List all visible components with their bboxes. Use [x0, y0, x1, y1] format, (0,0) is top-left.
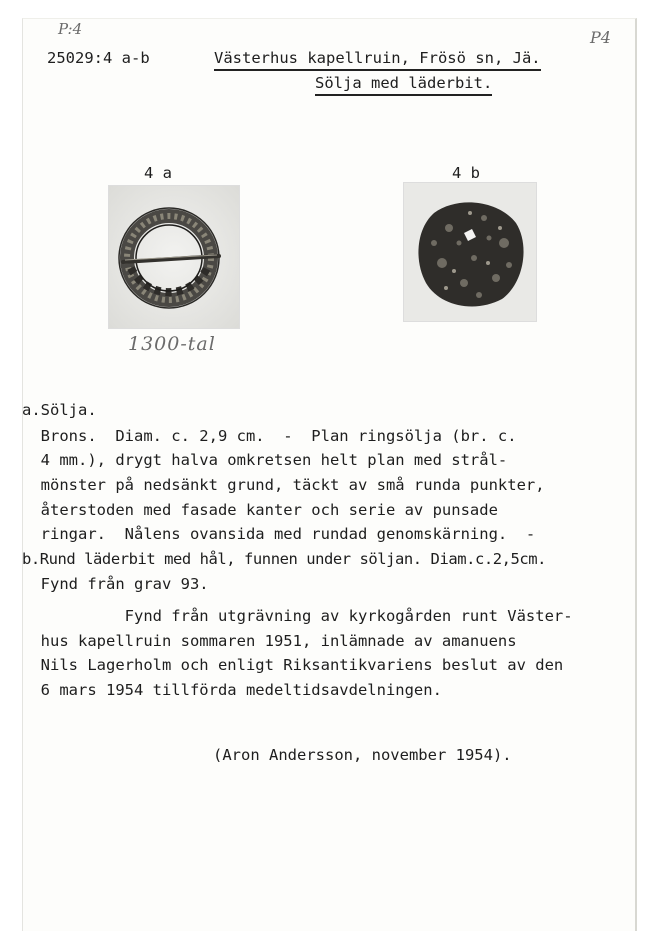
body-line: Brons. Diam. c. 2,9 cm. - Plan ringsölja (br. c.: [22, 427, 517, 445]
body-line: Nils Lagerholm och enligt Riksantikvariens beslut av den: [22, 656, 564, 674]
body-line: ringar. Nålens ovansida med rundad genomskärning. -: [22, 525, 536, 543]
body-line: återstoden med fasade kanter och serie av punsade: [22, 501, 498, 519]
date-note: 1300-tal: [128, 333, 216, 355]
leather-piece-photo: [404, 183, 536, 321]
corner-mark: P4: [590, 28, 611, 47]
body-line: 6 mars 1954 tillförda medeltidsavdelningen.: [22, 681, 442, 699]
body-line: Fynd från utgrävning av kyrkogården runt Väster-: [22, 607, 573, 625]
body-line: b.Rund läderbit med hål, funnen under söljan. Diam.c.2,5cm.: [22, 550, 547, 568]
catalog-number: 25029:4 a-b: [47, 49, 150, 67]
body-line: a.Sölja.: [22, 401, 97, 419]
catalog-card: [22, 18, 637, 931]
title-line-1: Västerhus kapellruin, Frösö sn, Jä.: [214, 49, 541, 71]
body-line: hus kapellruin sommaren 1951, inlämnade av amanuens: [22, 632, 517, 650]
body-line: 4 mm.), drygt halva omkretsen helt plan med strål-: [22, 451, 508, 469]
body-line: mönster på nedsänkt grund, täckt av små runda punkter,: [22, 476, 545, 494]
title-line-2: Sölja med läderbit.: [315, 74, 492, 96]
figure-label-a: 4 a: [144, 164, 172, 182]
signature: (Aron Andersson, november 1954).: [213, 746, 512, 764]
pencil-mark: P:4: [58, 20, 83, 38]
figure-label-b: 4 b: [452, 164, 480, 182]
brooch-photo: [109, 186, 239, 328]
body-line: Fynd från grav 93.: [22, 575, 209, 593]
